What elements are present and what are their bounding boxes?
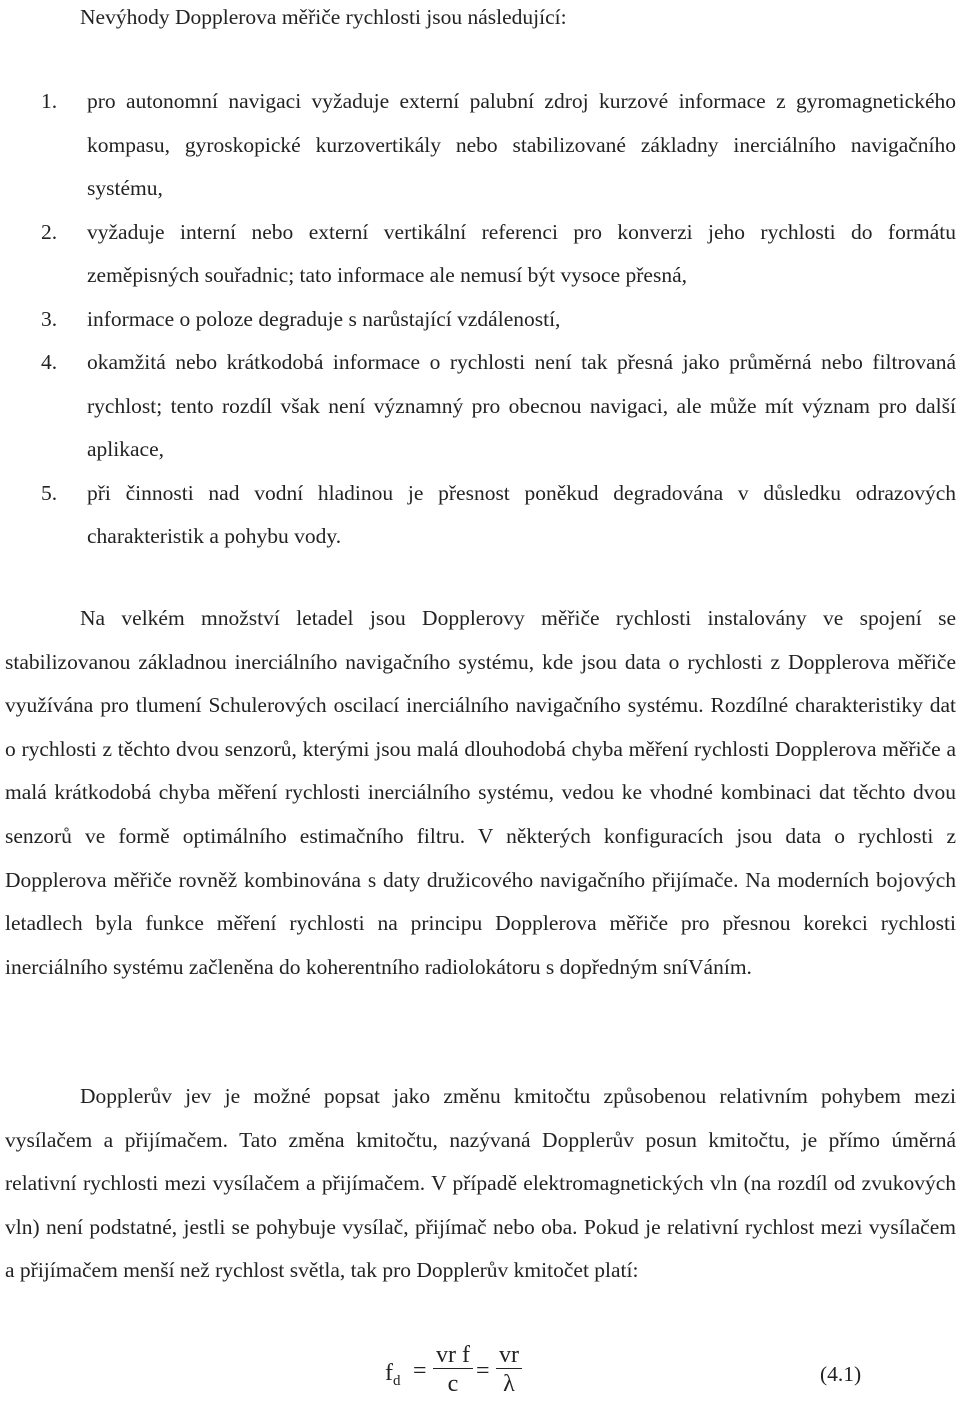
formula-equals-2: = xyxy=(476,1358,490,1384)
list-item-number: 2. xyxy=(41,219,58,244)
list-item-text: při činnosti nad vodní hladinou je přesnost poněkud degradována v důsledku odrazových charakteristik a pohybu vody. xyxy=(87,480,956,548)
list-item-text: okamžitá nebo krátkodobá informace o rychlosti není tak přesná jako průměrná nebo filtrovaná rychlost; tento rozdíl však není významný pro obecnou navigaci, ale může mít význam pro další aplikace, xyxy=(87,350,956,461)
list-item xyxy=(0,472,960,559)
list-item xyxy=(0,211,960,298)
doppler-formula xyxy=(385,1342,535,1404)
formula-fraction-2-denominator: λ xyxy=(503,1371,515,1397)
list-item xyxy=(0,341,960,472)
list-item-number: 5. xyxy=(41,480,58,505)
list-item-number: 1. xyxy=(41,89,58,113)
equation-number: (4.1) xyxy=(820,1362,862,1386)
list-item-number: 4. xyxy=(41,350,58,374)
formula-lhs-subscript: d xyxy=(393,1373,401,1389)
list-item-number: 3. xyxy=(41,306,58,331)
list-item-text: vyžaduje interní nebo externí vertikální referenci pro konverzi jeho rychlosti do formátu zeměpisných souřadnic; tato informace ale nemusí být vysoce přesná, xyxy=(87,219,956,287)
formula-fraction-2 xyxy=(496,1342,522,1399)
list-item-text: pro autonomní navigaci vyžaduje externí palubní zdroj kurzové informace z gyromagnetického kompasu, gyroskopické kurzovertikály nebo stabilizované základny inerciálního navigačního systému, xyxy=(87,89,956,200)
formula-lhs-symbol: f xyxy=(385,1360,393,1386)
paragraph-doppler-effect: Dopplerův jev je možné popsat jako změnu kmitočtu způsobenou relativním pohybem mezi vysílačem a přijímačem. Tato změna kmitočtu, nazývaná Dopplerův posun kmitočtu, je přímo úměrná relativní rychlosti mezi vysílačem a přijímačem. V případě elektromagnetických vln (na rozdíl od zvukových vln) není podstatné, jestli se pohybuje vysílač, přijímač nebo oba. Pokud je relativní rychlost mezi vysílačem a přijímačem menší než rychlost světla, tak pro Dopplerův kmitočet platí: xyxy=(5,1084,956,1283)
formula-fraction-2-numerator: vr xyxy=(499,1342,519,1368)
formula-fraction-1-numerator: vr f xyxy=(436,1342,470,1368)
list-item xyxy=(0,80,960,211)
formula-equals-1: = xyxy=(413,1358,427,1384)
intro-line: Nevýhody Dopplerova měřiče rychlosti jsou následující: xyxy=(80,5,567,29)
formula-fraction-1-denominator: c xyxy=(447,1371,459,1397)
disadvantages-list xyxy=(0,80,960,559)
paragraph-doppler-ins: Na velkém množství letadel jsou Dopplerovy měřiče rychlosti instalovány ve spojení se stabilizovanou základnou inerciálního navigačního systému, kde jsou data o rychlosti z Dopplerova měřiče využívána pro tlumení Schulerových oscilací inerciálního navigačního systému. Rozdílné charakteristiky dat o rychlosti z těchto dvou senzorů, kterými jsou malá dlouhodobá chyba měření rychlosti Dopplerova měřiče a malá krátkodobá chyba měření rychlosti inerciálního systému, vedou ke vhodné kombinaci dat těchto dvou senzorů ve formě optimálního estimačního filtru. V některých konfiguracích jsou data o rychlosti z Dopplerova měřiče rovněž kombinována s daty družicového navigačního přijímače. Na moderních bojových letadlech byla funkce měření rychlosti na principu Dopplerova měřiče pro přesnou korekci rychlosti inerciálního systému začleněna do koherentního radiolokátoru s dopředným sníVáním. xyxy=(5,606,956,979)
list-item xyxy=(0,298,960,342)
list-item-text: informace o poloze degraduje s narůstající vzdáleností, xyxy=(87,306,561,331)
formula-lhs xyxy=(385,1360,401,1390)
formula-fraction-1 xyxy=(433,1342,473,1399)
